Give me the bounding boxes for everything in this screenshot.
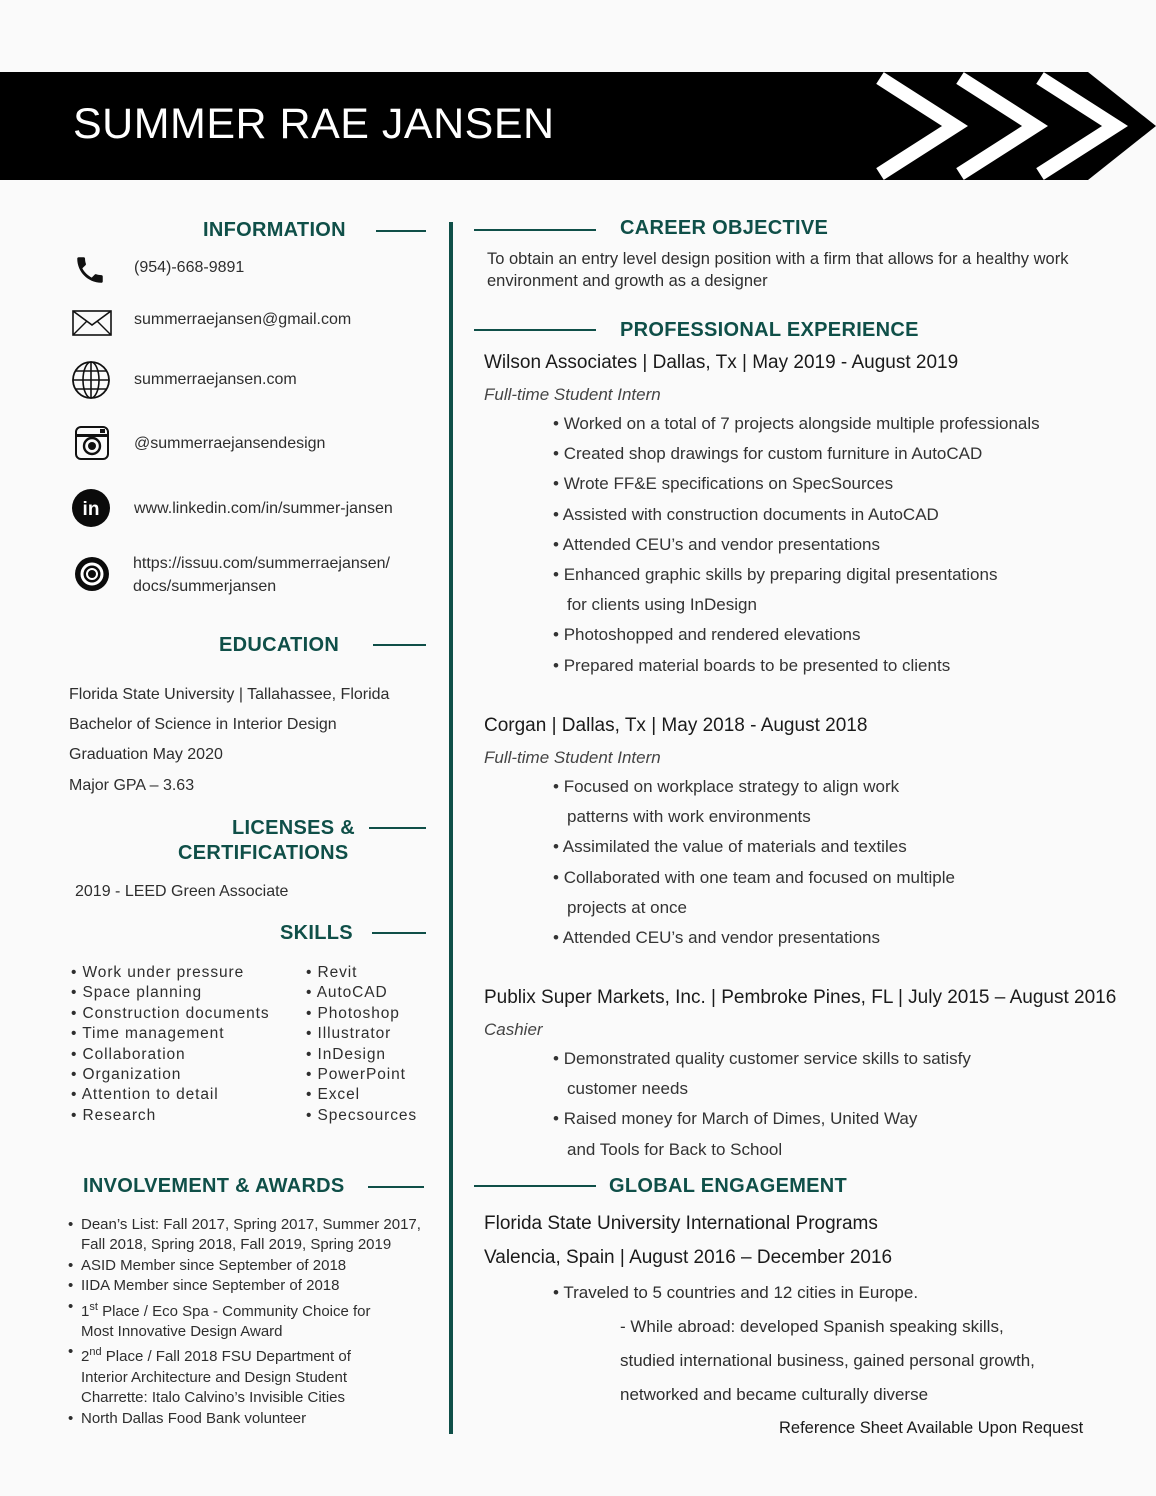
licenses-rule bbox=[369, 827, 426, 829]
skill-item: • Attention to detail bbox=[71, 1086, 270, 1106]
education-gpa: Major GPA – 3.63 bbox=[69, 777, 195, 794]
bullet-item: • Wrote FF&E specifications on SpecSources bbox=[553, 474, 1040, 504]
global-sub-line1: - While abroad: developed Spanish speaking skills, bbox=[620, 1317, 1004, 1336]
list-item: • IIDA Member since September of 2018 bbox=[68, 1276, 438, 1296]
skill-item: • Illustrator bbox=[306, 1025, 417, 1045]
publix-bullets bbox=[553, 1049, 971, 1170]
licenses-heading-line2: CERTIFICATIONS bbox=[178, 842, 349, 864]
instagram-icon bbox=[72, 423, 112, 463]
education-rule bbox=[373, 644, 426, 646]
list-item: • Dean’s List: Fall 2017, Spring 2017, Summer 2017, Fall 2018, Spring 2018, Fall 2019, Spring 2019 bbox=[68, 1215, 438, 1256]
bullet-item: • Prepared material boards to be presented to clients bbox=[553, 656, 1040, 686]
bullet-continuation: projects at once bbox=[567, 897, 688, 917]
global-bullet: • Traveled to 5 countries and 12 cities in Europe. bbox=[553, 1283, 918, 1303]
second-place-num: 2 bbox=[81, 1348, 90, 1366]
globe-icon bbox=[71, 360, 111, 400]
phone-number: (954)-668-9891 bbox=[134, 259, 245, 276]
bullet-continuation: patterns with work environments bbox=[567, 807, 811, 827]
skill-item: • Work under pressure bbox=[71, 964, 270, 984]
global-heading: GLOBAL ENGAGEMENT bbox=[609, 1175, 848, 1197]
list-item: • 2nd Place / Fall 2018 FSU Department of Interior Architecture and Design Student Charrette: Italo Calvino’s Invisible Cities bbox=[68, 1343, 351, 1407]
skill-item: • Time management bbox=[71, 1025, 270, 1045]
food-bank-text: North Dallas Food Bank volunteer bbox=[81, 1409, 307, 1427]
information-rule bbox=[376, 230, 426, 232]
global-location: Valencia, Spain | August 2016 – December 2016 bbox=[484, 1247, 893, 1268]
global-rule bbox=[474, 1185, 596, 1187]
involvement-list bbox=[68, 1215, 438, 1429]
involvement-heading: INVOLVEMENT & AWARDS bbox=[83, 1175, 345, 1197]
skill-item: • Excel bbox=[306, 1086, 417, 1106]
bullet-item: • Created shop drawings for custom furniture in AutoCAD bbox=[553, 444, 1040, 474]
licenses-heading-line1: LICENSES & bbox=[232, 817, 356, 839]
column-divider bbox=[449, 222, 453, 1434]
education-school: Florida State University | Tallahassee, Florida bbox=[69, 686, 390, 703]
corgan-job-title: Corgan | Dallas, Tx | May 2018 - August 2018 bbox=[484, 715, 868, 736]
email-icon bbox=[72, 303, 112, 343]
bullet-item: • Attended CEU’s and vendor presentations bbox=[553, 928, 955, 958]
issuu-url-line2[interactable]: docs/summerjansen bbox=[133, 578, 277, 595]
wilson-job-title: Wilson Associates | Dallas, Tx | May 2019 - August 2019 bbox=[484, 352, 959, 373]
global-program: Florida State University International Programs bbox=[484, 1213, 878, 1234]
education-degree: Bachelor of Science in Interior Design bbox=[69, 716, 337, 733]
experience-heading: PROFESSIONAL EXPERIENCE bbox=[620, 319, 919, 341]
candidate-name: SUMMER RAE JANSEN bbox=[73, 100, 555, 148]
corgan-role: Full-time Student Intern bbox=[484, 748, 661, 767]
global-sub-line2: studied international business, gained personal growth, bbox=[620, 1351, 1035, 1370]
skill-item: • Revit bbox=[306, 964, 417, 984]
phone-icon bbox=[70, 250, 110, 290]
skill-item: • Photoshop bbox=[306, 1005, 417, 1025]
skill-item: • PowerPoint bbox=[306, 1066, 417, 1086]
second-place-sup: nd bbox=[89, 1346, 102, 1359]
svg-text:in: in bbox=[82, 499, 100, 520]
experience-rule bbox=[474, 329, 596, 331]
career-objective-rule bbox=[474, 229, 596, 231]
career-objective-heading: CAREER OBJECTIVE bbox=[620, 217, 829, 239]
bullet-item: • Attended CEU’s and vendor presentations bbox=[553, 535, 1040, 565]
license-item: 2019 - LEED Green Associate bbox=[75, 883, 289, 900]
bullet-item: • Assisted with construction documents in AutoCAD bbox=[553, 505, 1040, 535]
information-heading: INFORMATION bbox=[203, 219, 346, 241]
first-place-sup: st bbox=[89, 1300, 98, 1313]
skill-item: • Construction documents bbox=[71, 1005, 270, 1025]
wilson-bullets bbox=[553, 414, 1040, 686]
bullet-item: • Demonstrated quality customer service skills to satisfy bbox=[553, 1049, 971, 1079]
bullet-item: • Collaborated with one team and focused on multiple bbox=[553, 868, 955, 898]
skills-heading: SKILLS bbox=[280, 922, 353, 944]
skill-item: • Space planning bbox=[71, 984, 270, 1004]
publix-role: Cashier bbox=[484, 1020, 543, 1039]
linkedin-url[interactable]: www.linkedin.com/in/summer-jansen bbox=[134, 500, 393, 517]
corgan-bullets bbox=[553, 777, 955, 958]
skills-rule bbox=[372, 932, 426, 934]
skill-item: • Organization bbox=[71, 1066, 270, 1086]
second-place-text: Place / Fall 2018 FSU Department of Interior Architecture and Design Student Charrette: Italo Calvino’s Invisible Cities bbox=[81, 1348, 351, 1407]
skill-item: • AutoCAD bbox=[306, 984, 417, 1004]
issuu-icon bbox=[72, 554, 112, 594]
education-graduation: Graduation May 2020 bbox=[69, 746, 223, 763]
iida-text: IIDA Member since September of 2018 bbox=[81, 1277, 340, 1295]
bullet-continuation: and Tools for Back to School bbox=[567, 1139, 783, 1159]
linkedin-icon bbox=[71, 488, 111, 528]
wilson-role: Full-time Student Intern bbox=[484, 385, 661, 404]
reference-note: Reference Sheet Available Upon Request bbox=[779, 1419, 1084, 1437]
instagram-handle[interactable]: @summerraejansendesign bbox=[134, 435, 326, 452]
skills-right-list bbox=[306, 964, 417, 1127]
bullet-item: • Assimilated the value of materials and textiles bbox=[553, 837, 955, 867]
bullet-item: • Enhanced graphic skills by preparing digital presentations bbox=[553, 565, 1040, 595]
deans-list-text: Dean’s List: Fall 2017, Spring 2017, Summer 2017, Fall 2018, Spring 2018, Fall 2019, Spring 2019 bbox=[81, 1216, 421, 1254]
involvement-rule bbox=[368, 1186, 424, 1188]
global-sub-line3: networked and became culturally diverse bbox=[620, 1385, 929, 1404]
skill-item: • Research bbox=[71, 1107, 270, 1127]
bullet-item: • Raised money for March of Dimes, United Way bbox=[553, 1109, 971, 1139]
issuu-url-line1[interactable]: https://issuu.com/summerraejansen/ bbox=[133, 555, 390, 572]
first-place-text: Place / Eco Spa - Community Choice for Most Innovative Design Award bbox=[81, 1302, 371, 1341]
first-place-num: 1 bbox=[81, 1302, 90, 1320]
skill-item: • InDesign bbox=[306, 1046, 417, 1066]
skill-item: • Specsources bbox=[306, 1107, 417, 1127]
education-heading: EDUCATION bbox=[219, 634, 340, 656]
skill-item: • Collaboration bbox=[71, 1046, 270, 1066]
bullet-item: • Photoshopped and rendered elevations bbox=[553, 625, 1040, 655]
website-url[interactable]: summerraejansen.com bbox=[134, 371, 297, 388]
bullet-item: • Focused on workplace strategy to align work bbox=[553, 777, 955, 807]
publix-job-title: Publix Super Markets, Inc. | Pembroke Pines, FL | July 2015 – August 2016 bbox=[484, 987, 1117, 1008]
asid-text: ASID Member since September of 2018 bbox=[81, 1256, 347, 1274]
bullet-continuation: customer needs bbox=[567, 1079, 688, 1099]
list-item: • ASID Member since September of 2018 bbox=[68, 1256, 438, 1276]
list-item: • North Dallas Food Bank volunteer bbox=[68, 1409, 438, 1429]
bullet-item: • Worked on a total of 7 projects alongside multiple professionals bbox=[553, 414, 1040, 444]
bullet-continuation: for clients using InDesign bbox=[567, 595, 757, 615]
skills-left-list bbox=[71, 964, 270, 1127]
career-objective-text: To obtain an entry level design position with a firm that allows for a healthy work environment and growth as a designer bbox=[487, 250, 1069, 290]
list-item: • 1st Place / Eco Spa - Community Choice for Most Innovative Design Award bbox=[68, 1297, 371, 1341]
email-address[interactable]: summerraejansen@gmail.com bbox=[134, 311, 352, 328]
